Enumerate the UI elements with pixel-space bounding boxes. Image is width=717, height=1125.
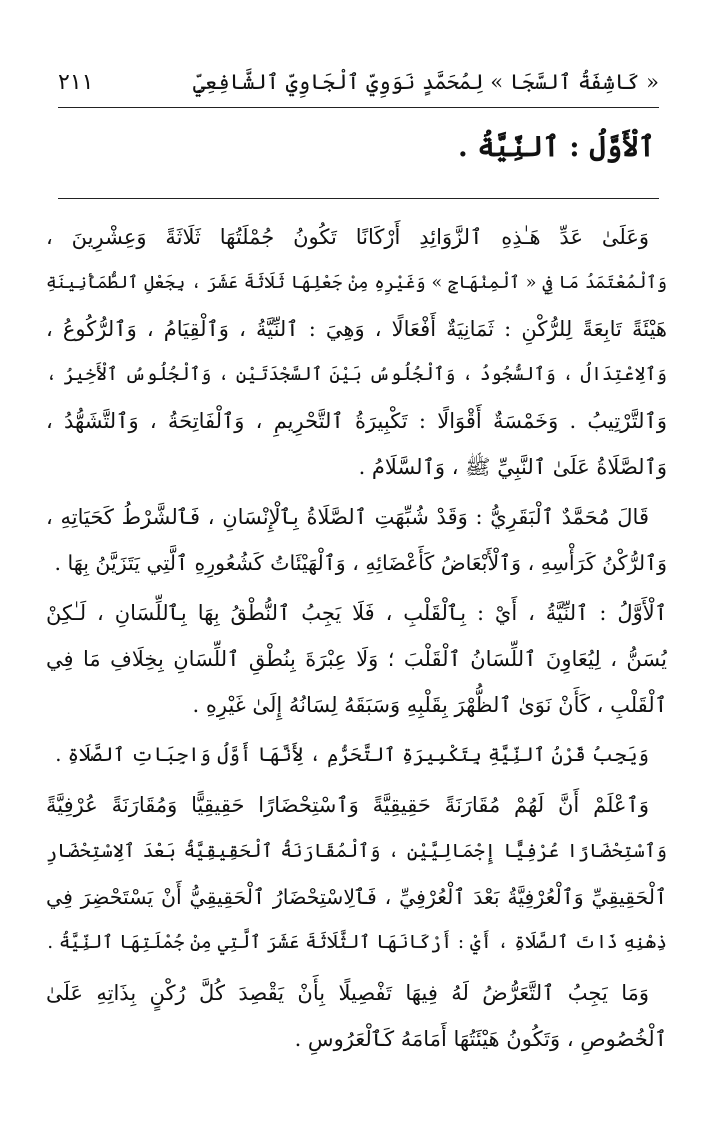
text-line: وَٱلصَّلَاةُ عَلَىٰ ٱلنَّبِيِّ ﷺ ، وَٱلسَّلَامُ . (358, 455, 667, 479)
page-number: ٢١١ (58, 69, 94, 95)
text-line: وَٱسْتِحْضَارًا عُرْفِيًّا إِجْمَالِيَّيْنِ ، وَٱلْمُقَارَنَةُ ٱلْحَقِيقِيَّةُ بَعْدَ ٱلِاسْتِحْضَارِ (46, 840, 667, 862)
text-line: وَيَجِبُ قَرْنُ ٱلنِّيَّةِ بِتَكْبِيرَةِ ٱلتَّحَرُّمِ ، لِأَنَّهَا أَوَّلُ وَاجِبَاتِ ٱلصَّلَاةِ . (55, 743, 649, 766)
text-line: ٱلْأَوَّلُ : ٱلنِّيَّةُ ، أَيْ : بِٱلْقَلْبِ ، فَلَا يَجِبُ ٱلنُّطْقُ بِهَا بِٱللِّسَانِ ، لَـٰكِنْ (46, 601, 667, 625)
text-line: هَيْئَةً تَابِعَةً لِلرُّكْنِ : ثَمَانِيَةٌ أَفْعَالًا ، وَهِيَ : ٱلنِّيَّةُ ، وَٱلْقِيَامُ ، وَٱلرُّكُوعُ ، (46, 317, 667, 341)
text-line: قَالَ مُحَمَّدٌ ٱلْبَقَرِيُّ : وَقَدْ شُبِّهَتِ ٱلصَّلَاةُ بِٱلْإِنْسَانِ ، فَٱلشَّرْطُ كَحَيَاتِهِ ، (46, 505, 649, 529)
paragraph-5 (46, 782, 667, 966)
section-title: ٱلْأَوَّلُ : ٱلنِّيَّةُ . (458, 130, 655, 163)
header-title: « كَاشِفَةُ ٱلسَّجَا » لِمُحَمَّدٍ نَوَوِيِّ ٱلْجَاوِيِّ ٱلشَّافِعِيِّ (192, 70, 659, 94)
text-line: وَٱعْلَمْ أَنَّ لَهُمْ مُقَارَنَةً حَقِيقِيَّةً وَٱسْتِحْضَارًا حَقِيقِيًّا وَمُقَارَنَةً عُرْفِيَّةً (46, 793, 649, 817)
text-line: وَٱلرُّكْنُ كَرَأْسِهِ ، وَٱلْأَبْعَاضُ كَأَعْضَائِهِ ، وَٱلْهَيْئَاتُ كَشُعُورِهِ ٱلَّتِي يَتَزَيَّنُ بِهَا . (54, 551, 667, 575)
running-header (58, 62, 659, 102)
text-line: وَعَلَىٰ عَدِّ هَـٰذِهِ ٱلزَّوَائِدِ أَرْكَانًا تَكُونُ جُمْلَتُهَا ثَلَاثَةً وَعِشْرِينَ ، (46, 225, 649, 249)
paragraph-4 (46, 732, 667, 778)
text-line: ٱلْحَقِيقِيِّ وَٱلْعُرْفِيَّةُ بَعْدَ ٱلْعُرْفِيِّ ، فَٱلِاسْتِحْضَارُ ٱلْحَقِيقِيُّ أَنْ يَسْتَحْضِرَ فِي (46, 885, 667, 909)
text-line: يُسَنُّ ، لِيُعَاوِنَ ٱللِّسَانُ ٱلْقَلْبَ ؛ وَلَا عِبْرَةَ بِنُطْقِ ٱللِّسَانِ بِخِلَافِ مَا فِي (46, 647, 667, 671)
header-divider (58, 107, 659, 108)
text-line: ٱلْقَلْبِ ، كَأَنْ نَوَىٰ ٱلظُّهْرَ بِقَلْبِهِ وَسَبَقَهُ لِسَانُهُ إِلَىٰ غَيْرِهِ . (192, 693, 667, 717)
text-line: وَٱلتَّرْتِيبُ . وَخَمْسَةٌ أَقْوَالًا : تَكْبِيرَةُ ٱلتَّحْرِيمِ ، وَٱلْفَاتِحَةُ ، وَٱلتَّشَهُّدُ ، (46, 409, 667, 433)
text-line: وَٱلِاعْتِدَالُ ، وَٱلسُّجُودُ ، وَٱلْجُلُوسُ بَيْنَ ٱلسَّجْدَتَيْنِ ، وَٱلْجُلُوسُ ٱلْأَخِيرُ ، (46, 364, 667, 385)
body-text (46, 214, 667, 1066)
text-line: وَمَا يَجِبُ ٱلتَّعَرُّضُ لَهُ فِيهَا تَفْصِيلًا بِأَنْ يَقْصِدَ كُلَّ رُكْنٍ بِذَاتِهِ عَلَىٰ (46, 981, 649, 1005)
paragraph-6 (46, 970, 667, 1062)
paragraph-1 (46, 214, 667, 490)
text-line: وَٱلْمُعْتَمَدُ مَا فِي « ٱلْمِنْهَاجِ » وَغَيْرِهِ مِنْ جَعْلِهَا ثَلَاثَةَ عَشَرَ ، بِجَعْلِ ٱلطُّمَأْنِينَةِ (46, 273, 667, 293)
text-line: ٱلْخُصُوصِ ، وَتَكُونُ هَيْئَتُهَا أَمَامَهُ كَٱلْعَرُوسِ . (294, 1027, 667, 1051)
section-divider (58, 198, 659, 199)
paragraph-2 (46, 494, 667, 586)
text-line: ذِهْنِهِ ذَاتَ ٱلصَّلَاةِ ، أَيْ : أَرْكَانَهَا ٱلثَّلَاثَةَ عَشَرَ ٱلَّتِي مِنْ جُمْلَتِهَا ٱلنِّيَّةُ . (47, 932, 667, 953)
paragraph-3 (46, 590, 667, 728)
